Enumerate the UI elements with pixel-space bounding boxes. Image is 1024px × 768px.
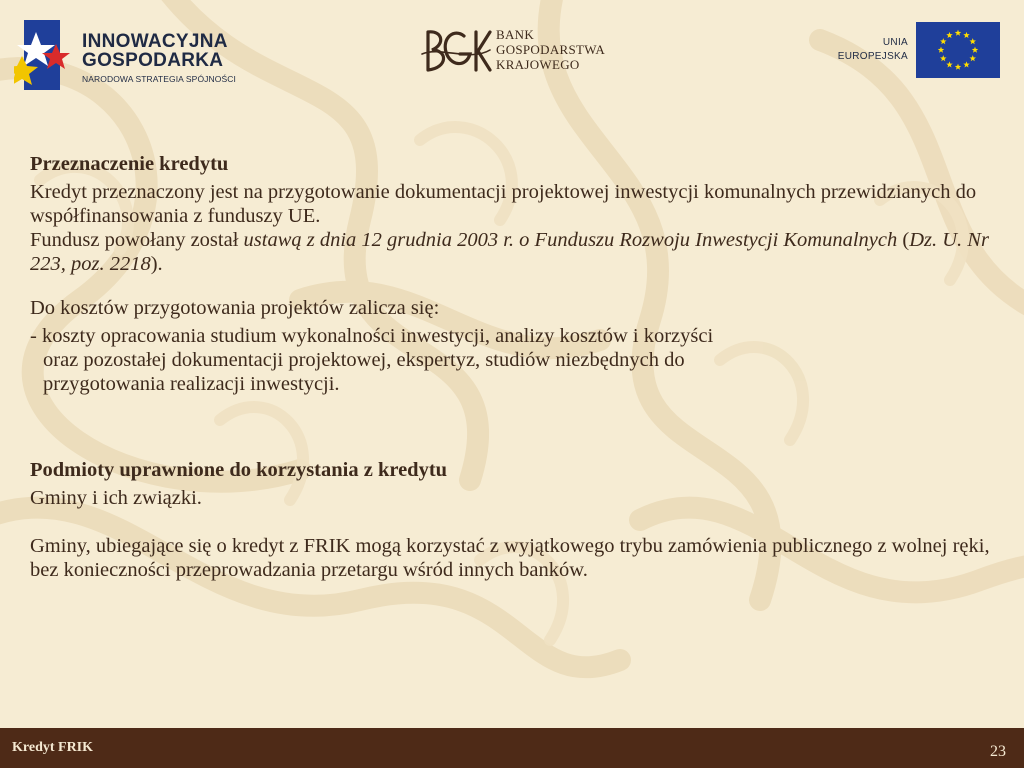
section-heading-eligible: Podmioty uprawnione do korzystania z kredytu: [30, 459, 448, 481]
slide-content: [30, 152, 990, 582]
bgk-logo-line2: GOSPODARSTWA: [496, 42, 606, 57]
bgk-logo-line1: BANK: [496, 27, 535, 42]
fund-legal-basis: [30, 228, 990, 276]
procurement-note: Gminy, ubiegające się o kredyt z FRIK mogą korzystać z wyjątkowego trybu zamówienia publicznego z wolnej ręki, bez konieczności przeprowadzania przetargu wśród innych banków.: [30, 535, 990, 581]
bgk-logo: [420, 24, 630, 80]
costs-list-item: [30, 324, 990, 396]
legal-act-title: ustawą z dnia 12 grudnia 2003 r. o Funduszu Rozwoju Inwestycji Komunalnych: [243, 229, 898, 251]
eu-logo: [834, 22, 1004, 80]
costs-intro: Do kosztów przygotowania projektów zalicza się:: [30, 297, 440, 319]
legal-basis-prefix: Fundusz powołany został: [30, 229, 244, 251]
innowacyjna-gospodarka-logo: [14, 18, 254, 92]
footer-title: Kredyt FRIK: [12, 740, 94, 755]
costs-item-line2: oraz pozostałej dokumentacji projektowej, ekspertyz, studiów niezbędnych do: [43, 349, 685, 371]
eligible-entities: Gminy i ich związki.: [30, 487, 202, 509]
eu-flag-icon: [916, 22, 1000, 78]
eu-logo-line1: UNIA: [882, 37, 908, 48]
legal-basis-paren-open: (: [897, 229, 910, 251]
eu-logo-line2: EUROPEJSKA: [837, 51, 908, 62]
page-number: 23: [990, 743, 1006, 760]
legal-act-reference: Dz. U. Nr 223, poz. 2218: [30, 229, 989, 275]
footer-bar: [0, 728, 1024, 768]
bgk-logo-line3: KRAJOWEGO: [496, 57, 580, 72]
purpose-text: Kredyt przeznaczony jest na przygotowanie dokumentacji projektowej inwestycji komunalnych przewidzianych do współfinansowania z funduszy UE.: [30, 181, 977, 227]
ig-logo-line2: GOSPODARKA: [82, 50, 224, 71]
legal-basis-suffix: ).: [150, 253, 163, 275]
section-heading-purpose: Przeznaczenie kredytu: [30, 153, 229, 175]
bgk-monogram-icon: [420, 24, 492, 78]
star-emblem-icon: [14, 18, 78, 92]
costs-item-line3: przygotowania realizacji inwestycji.: [43, 373, 340, 395]
ig-logo-line3: NARODOWA STRATEGIA SPÓJNOŚCI: [82, 74, 236, 84]
costs-item-line1: - koszty opracowania studium wykonalności inwestycji, analizy kosztów i korzyści: [30, 325, 714, 347]
header: [0, 0, 1024, 110]
ig-logo-line1: INNOWACYJNA: [82, 31, 228, 52]
